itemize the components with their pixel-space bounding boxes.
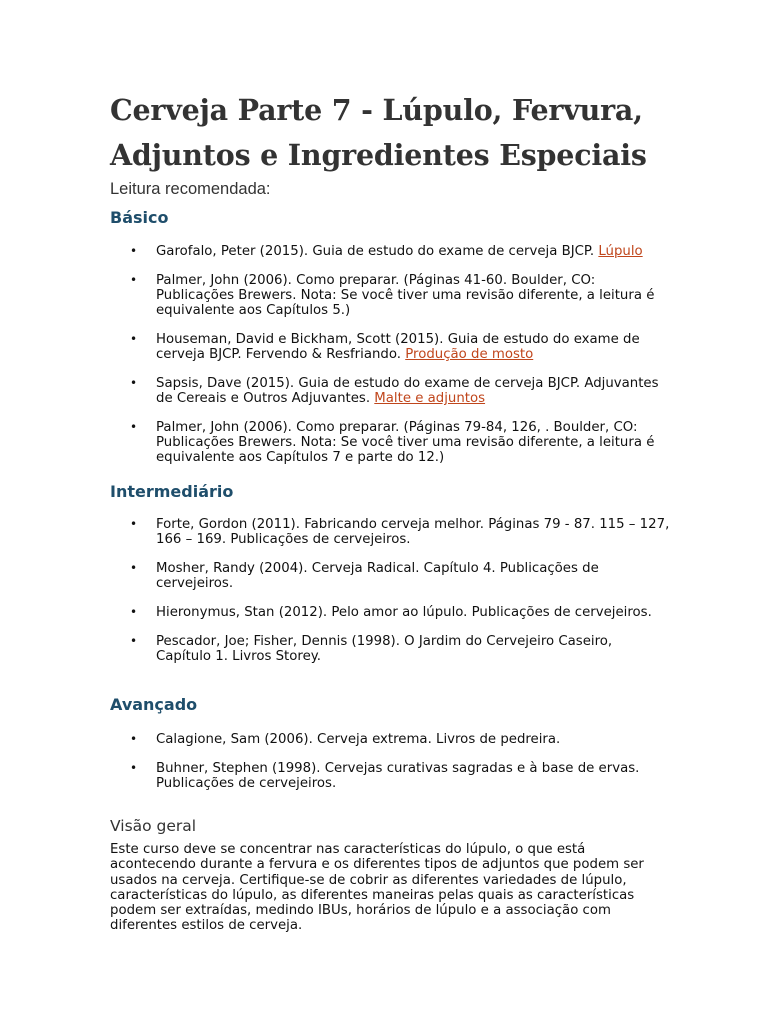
bullet-icon: • (130, 561, 138, 575)
reference-text: Hieronymus, Stan (2012). Pelo amor ao lúpulo. Publicações de cervejeiros. (156, 605, 652, 620)
reference-text: Mosher, Randy (2004). Cerveja Radical. Capítulo 4. Publicações de cervejeiros. (156, 561, 599, 591)
reference-list-avancado (110, 732, 670, 791)
list-item (110, 561, 670, 591)
bullet-icon: • (130, 244, 138, 258)
bullet-icon: • (130, 273, 138, 287)
list-item (110, 244, 670, 259)
list-item (110, 761, 670, 791)
list-item (110, 273, 670, 318)
bullet-icon: • (130, 732, 138, 746)
section-heading-basico: Básico (110, 208, 169, 227)
list-item (110, 332, 670, 362)
link-lupulo[interactable]: Lúpulo (598, 244, 643, 259)
list-item (110, 376, 670, 406)
list-item (110, 634, 670, 664)
overview-heading: Visão geral (110, 817, 197, 835)
section-heading-avancado: Avançado (110, 695, 198, 714)
link-producao-de-mosto[interactable]: Produção de mosto (405, 347, 534, 362)
bullet-icon: • (130, 332, 138, 346)
section-heading-intermediario: Intermediário (110, 482, 234, 501)
page-title: Cerveja Parte 7 - Lúpulo, Fervura, Adjuntos e Ingredientes Especiais (110, 93, 647, 172)
reference-text: Palmer, John (2006). Como preparar. (Páginas 79-84, 126, . Boulder, CO: Publicações Brewers. Nota: Se você tiver uma revisão diferente, a leitura é equivalente aos Capítulos 7 e parte do 12.) (156, 420, 655, 465)
reference-text: Palmer, John (2006). Como preparar. (Páginas 41-60. Boulder, CO: Publicações Brewers. Nota: Se você tiver uma revisão diferente, a leitura é equivalente aos Capítulos 5.) (156, 273, 655, 318)
reference-list-intermediario (110, 517, 670, 664)
bullet-icon: • (130, 420, 138, 434)
reference-list-basico (110, 244, 670, 465)
bullet-icon: • (130, 761, 138, 775)
reference-text: Houseman, David e Bickham, Scott (2015). Guia de estudo do exame de cerveja BJCP. Fervendo & Resfriando. (156, 332, 640, 362)
list-item (110, 517, 670, 547)
reference-text: Garofalo, Peter (2015). Guia de estudo do exame de cerveja BJCP. (156, 244, 595, 259)
reference-text: Pescador, Joe; Fisher, Dennis (1998). O Jardim do Cervejeiro Caseiro, Capítulo 1. Livros Storey. (156, 634, 613, 664)
recommended-reading-label: Leitura recomendada: (110, 180, 271, 198)
reference-text: Buhner, Stephen (1998). Cervejas curativas sagradas e à base de ervas. Publicações de cervejeiros. (156, 761, 640, 791)
reference-text: Forte, Gordon (2011). Fabricando cerveja melhor. Páginas 79 - 87. 115 – 127, 166 – 169. Publicações de cervejeiros. (156, 517, 670, 547)
list-item (110, 732, 670, 747)
bullet-icon: • (130, 634, 138, 648)
bullet-icon: • (130, 517, 138, 531)
overview-body: Este curso deve se concentrar nas características do lúpulo, o que está acontecendo durante a fervura e os diferentes tipos de adjuntos que podem ser usados na cerveja. Certifique-se de cobrir as diferentes variedades de lúpulo, características do lúpulo, as diferentes maneiras pelas quais as características podem ser extraídas, medindo IBUs, horários de lúpulo e a associação com diferentes estilos de cerveja. (110, 842, 644, 934)
list-item (110, 420, 670, 465)
list-item (110, 605, 670, 620)
bullet-icon: • (130, 376, 138, 390)
reference-text: Calagione, Sam (2006). Cerveja extrema. Livros de pedreira. (156, 732, 561, 747)
bullet-icon: • (130, 605, 138, 619)
link-malte-e-adjuntos[interactable]: Malte e adjuntos (374, 391, 486, 406)
reference-text: Sapsis, Dave (2015). Guia de estudo do exame de cerveja BJCP. Adjuvantes de Cereais e Outros Adjuvantes. (156, 376, 659, 406)
